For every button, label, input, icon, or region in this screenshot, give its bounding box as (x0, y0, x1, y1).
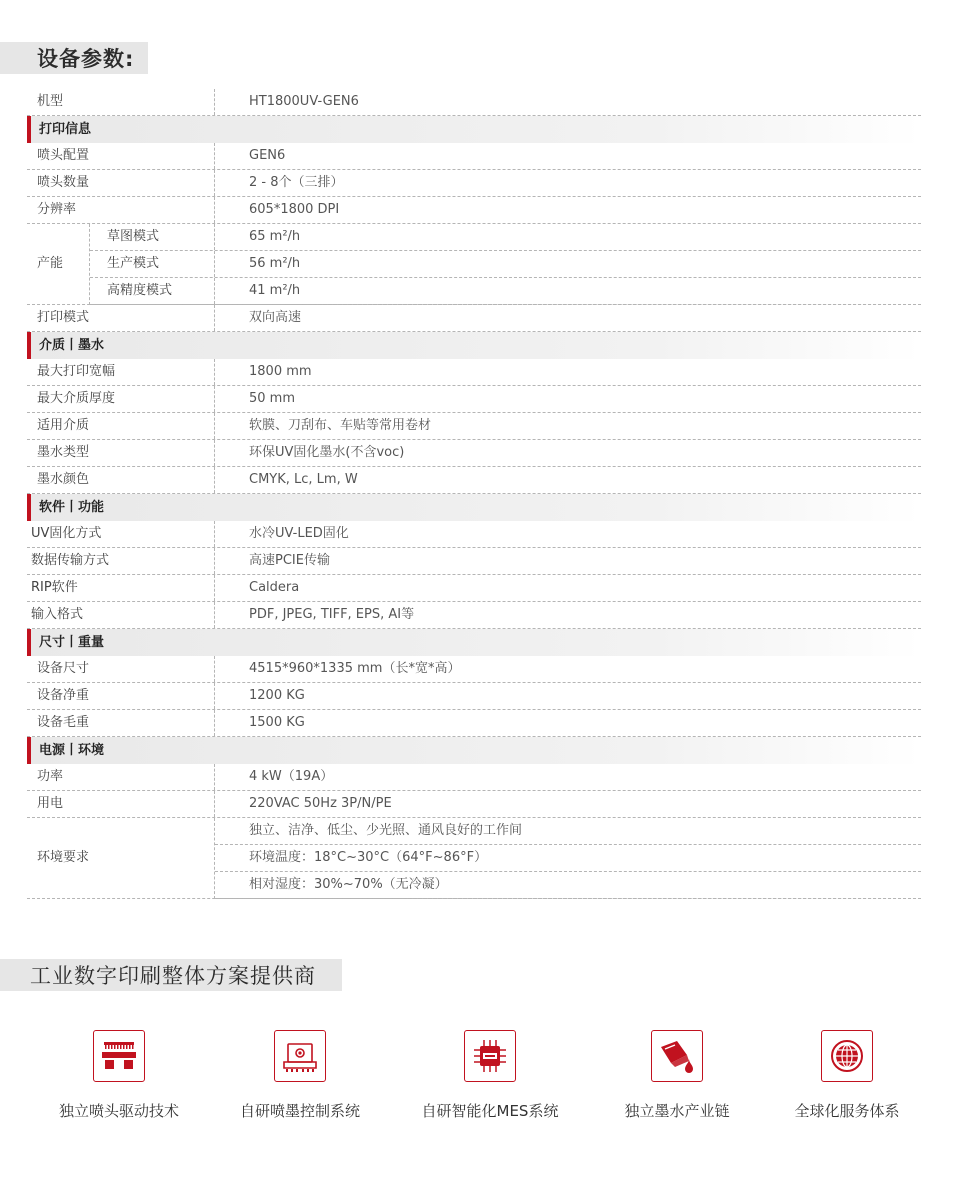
spec-row-input: 输入格式 PDF, JPEG, TIFF, EPS, AI等 (27, 602, 921, 629)
spec-row-head-config: 喷头配置 GEN6 (27, 143, 921, 170)
control-board-icon (274, 1030, 326, 1082)
spec-row-ink-color: 墨水颜色 CMYK, Lc, Lm, W (27, 467, 921, 494)
spec-heading: 设备参数: (0, 42, 148, 74)
ink-bucket-icon (651, 1030, 703, 1082)
category-software: 软件丨功能 (27, 494, 921, 521)
category-print-info: 打印信息 (27, 116, 921, 143)
mes-chip-icon (464, 1030, 516, 1082)
spec-label: 机型 (37, 94, 64, 109)
feature-item (587, 1030, 767, 1121)
globe-icon (821, 1030, 873, 1082)
spec-row-gross-weight: 设备毛重 1500 KG (27, 710, 921, 737)
spec-subrow: 环境温度：18°C~30°C（64°F~86°F） (215, 845, 921, 872)
spec-row-power: 功率 4 kW（19A） (27, 764, 921, 791)
spec-row-print-mode: 打印模式 双向高速 (27, 305, 921, 332)
feature-list (0, 1030, 963, 1150)
spec-row-model (27, 89, 921, 116)
spec-row-transfer: 数据传输方式 高速PCIE传输 (27, 548, 921, 575)
spec-subrow: 相对湿度：30%~70%（无冷凝） (215, 872, 921, 899)
category-power-env: 电源丨环境 (27, 737, 921, 764)
spec-row-net-weight: 设备净重 1200 KG (27, 683, 921, 710)
feature-label: 自研智能化MES系统 (421, 1102, 559, 1120)
spec-row-electric: 用电 220VAC 50Hz 3P/N/PE (27, 791, 921, 818)
spec-row-media: 适用介质 软膜、刀刮布、车贴等常用卷材 (27, 413, 921, 440)
spec-row-rip: RIP软件 Caldera (27, 575, 921, 602)
spec-subrow: 生产模式 56 m²/h (90, 251, 921, 278)
spec-row-head-count: 喷头数量 2 - 8个（三排） (27, 170, 921, 197)
solutions-heading: 工业数字印刷整体方案提供商 (0, 959, 342, 991)
spec-row-curing: UV固化方式 水冷UV-LED固化 (27, 521, 921, 548)
spec-row-max-width: 最大打印宽幅 1800 mm (27, 359, 921, 386)
spec-value: HT1800UV-GEN6 (249, 94, 359, 109)
printhead-icon (93, 1030, 145, 1082)
feature-item (29, 1030, 209, 1121)
spec-label: 环境要求 (37, 850, 90, 865)
spec-group-environment (27, 818, 921, 899)
spec-table (27, 89, 921, 899)
category-size-weight: 尺寸丨重量 (27, 629, 921, 656)
feature-label: 全球化服务体系 (794, 1102, 900, 1120)
spec-subrow: 独立、洁净、低尘、少光照、通风良好的工作间 (215, 818, 921, 845)
spec-row-resolution: 分辨率 605*1800 DPI (27, 197, 921, 224)
feature-item (757, 1030, 937, 1121)
feature-label: 独立喷头驱动技术 (58, 1102, 179, 1120)
spec-subrow: 高精度模式 41 m²/h (90, 278, 921, 305)
spec-row-size: 设备尺寸 4515*960*1335 mm（长*宽*高） (27, 656, 921, 683)
feature-label: 自研喷墨控制系统 (239, 1102, 360, 1120)
category-media-ink: 介质丨墨水 (27, 332, 921, 359)
spec-subrow: 草图模式 65 m²/h (90, 224, 921, 251)
spec-group-output (27, 224, 921, 305)
feature-item (210, 1030, 390, 1121)
spec-row-ink-type: 墨水类型 环保UV固化墨水(不含voc) (27, 440, 921, 467)
spec-label: 产能 (37, 256, 64, 271)
spec-row-max-thickness: 最大介质厚度 50 mm (27, 386, 921, 413)
feature-label: 独立墨水产业链 (624, 1102, 730, 1120)
feature-item (400, 1030, 580, 1121)
